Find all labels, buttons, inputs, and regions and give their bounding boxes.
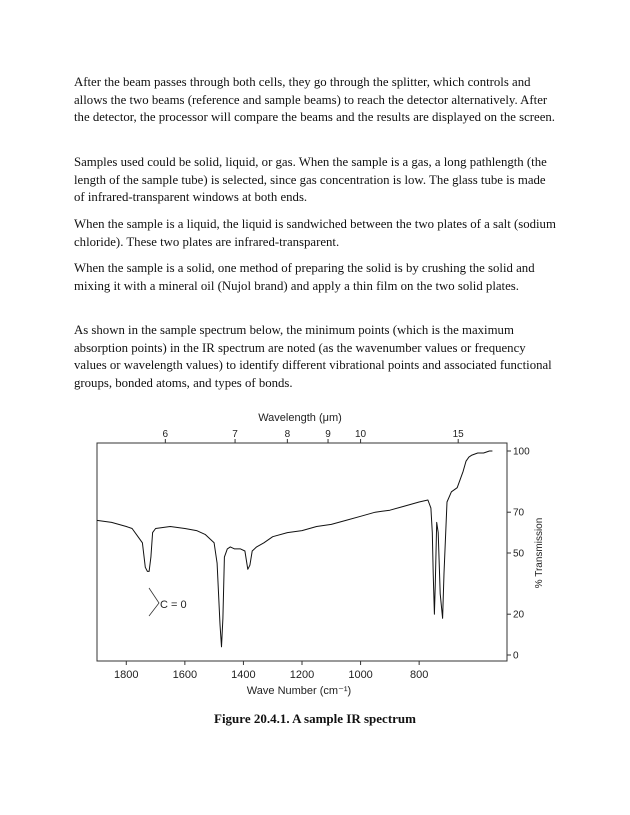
top-tick-label-2: 8: [284, 429, 291, 440]
paragraph-spectrum-explanation: As shown in the sample spectrum below, the minimum points (which is the maximum absorption points) in the IR spectrum are noted (as the wavenumber values or frequency values or wavelength values) to identify different vibrational points and associated functional groups, bonded atoms, and types of bonds.: [74, 323, 552, 390]
figure-caption: Figure 20.4.1. A sample IR spectrum: [214, 711, 416, 726]
top-axis-label: Wavelength (μm): [258, 412, 342, 424]
x-axis-label: Wave Number (cm⁻¹): [246, 685, 352, 697]
y-tick-label-1: 20: [513, 609, 525, 621]
x-tick-label-2: 1400: [231, 669, 256, 681]
x-tick-label-5: 800: [409, 669, 429, 681]
x-tick-label-3: 1200: [289, 669, 315, 681]
paragraph-beam-splitter: After the beam passes through both cells, they go through the splitter, which controls and allows the two beams (reference and sample beams) to reach the detector alternatively. After the detector, the processor will compare the beams and the results are displayed on the screen.: [74, 75, 555, 125]
top-tick-label-3: 9: [325, 429, 331, 440]
top-axis-ticks: [163, 429, 465, 443]
x-tick-label-1: 1600: [172, 669, 198, 681]
y-axis-label: % Transmission: [534, 517, 545, 589]
carbonyl-pointer: [149, 588, 159, 616]
x-tick-label-0: 1800: [114, 669, 139, 681]
top-tick-label-1: 7: [232, 429, 238, 440]
paragraph-solid-samples: When the sample is a solid, one method of preparing the solid is by crushing the solid and mixing it with a mineral oil (Nujol brand) and apply a thin film on the two solid plates.: [74, 261, 535, 293]
carbonyl-annotation: C = 0: [160, 599, 187, 611]
paragraph-liquid-samples: When the sample is a liquid, the liquid is sandwiched between the two plates of a salt (sodium chloride). These two plates are infrared-transparent.: [74, 217, 556, 249]
y-tick-label-4: 100: [513, 446, 530, 458]
y-tick-label-2: 50: [513, 548, 525, 560]
y-tick-label-3: 70: [513, 507, 525, 519]
y-tick-label-0: 0: [513, 650, 519, 662]
y-axis-ticks: [507, 447, 530, 662]
top-tick-label-4: 10: [355, 429, 367, 440]
series-layer: [97, 451, 492, 647]
spectrum-line-0: [97, 451, 492, 647]
paragraph-gas-samples: Samples used could be solid, liquid, or gas. When the sample is a gas, a long pathlength (the length of the sample tube) is selected, since gas concentration is low. The glass tube is made of infrared-transparent windows at both ends.: [74, 155, 547, 205]
x-axis-ticks: [114, 661, 428, 681]
top-tick-label-5: 15: [452, 429, 464, 440]
x-tick-label-4: 1000: [348, 669, 373, 681]
top-tick-label-0: 6: [162, 429, 169, 440]
plot-frame: [97, 443, 507, 661]
